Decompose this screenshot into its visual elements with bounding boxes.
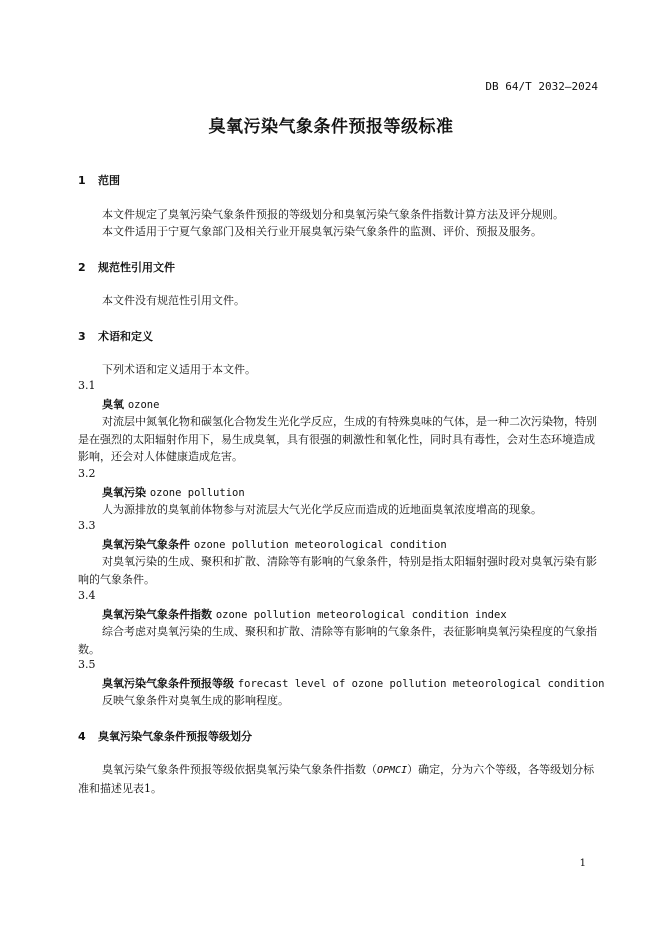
paragraph: 本文件规定了臭氧污染气象条件预报的等级划分和臭氧污染气象条件指数计算方法及评分规则。	[102, 208, 564, 221]
term-number: 3.2	[78, 467, 96, 480]
term-cn: 臭氧污染气象条件预报等级	[102, 677, 234, 690]
term-definition: 对流层中氮氧化物和碳氢化合物发生光化学反应，生成的有特殊臭味的气体，是一种二次污染物，特别是在强烈的太阳辐射作用下，易生成臭氧，具有很强的刺激性和氧化性，同时具有毒性，会对生态环境造成影响，还会对人体健康造成危害。	[78, 415, 597, 463]
document-code: DB 64/T 2032—2024	[485, 80, 598, 93]
section-title: 规范性引用文件	[98, 261, 175, 274]
term-heading	[102, 536, 447, 552]
term-cn: 臭氧污染气象条件	[102, 538, 190, 551]
term-en: ozone	[127, 399, 160, 411]
term-number: 3.4	[78, 589, 96, 602]
paragraph: 本文件适用于宁夏气象部门及相关行业开展臭氧污染气象条件的监测、评价、预报及服务。	[102, 225, 542, 238]
section-number: 3	[78, 330, 86, 343]
section-number: 4	[78, 730, 86, 743]
paragraph: 本文件没有规范性引用文件。	[102, 294, 245, 307]
section-title: 术语和定义	[98, 330, 153, 343]
paragraph-text: 臭氧污染气象条件预报等级依据臭氧污染气象条件指数（	[102, 763, 377, 776]
term-cn: 臭氧污染	[102, 486, 146, 499]
term-en: forecast level of ozone pollution meteorological condition	[237, 678, 605, 690]
paragraph	[78, 761, 600, 797]
term-cn: 臭氧污染气象条件指数	[102, 608, 212, 621]
section-3-heading	[78, 328, 153, 344]
term-definition: 对臭氧污染的生成、聚积和扩散、清除等有影响的气象条件，特别是指太阳辐射强时段对臭氧污染有影响的气象条件。	[78, 555, 597, 586]
term-cn: 臭氧	[102, 398, 124, 411]
document-title: 臭氧污染气象条件预报等级标准	[208, 117, 454, 137]
term-en: ozone pollution	[149, 487, 245, 499]
section-number: 1	[78, 174, 86, 187]
section-2-heading	[78, 259, 175, 275]
section-number: 2	[78, 261, 86, 274]
term-definition: 反映气象条件对臭氧生成的影响程度。	[102, 694, 289, 707]
index-abbreviation: OPMCI	[377, 765, 408, 776]
page-number: 1	[579, 858, 586, 869]
term-definition: 综合考虑对臭氧污染的生成、聚积和扩散、清除等有影响的气象条件，表征影响臭氧污染程度的气象指数。	[78, 625, 597, 656]
term-heading	[102, 675, 605, 691]
term-definition: 人为源排放的臭氧前体物参与对流层大气光化学反应而造成的近地面臭氧浓度增高的现象。	[102, 503, 542, 516]
section-title: 范围	[98, 174, 120, 187]
section-title: 臭氧污染气象条件预报等级划分	[98, 730, 252, 743]
term-heading	[102, 396, 159, 412]
section-1-heading	[78, 172, 120, 188]
term-en: ozone pollution meteorological condition	[193, 539, 447, 551]
term-en: ozone pollution meteorological condition index	[215, 609, 507, 621]
section-4-heading	[78, 728, 252, 744]
term-heading	[102, 484, 245, 500]
paragraph-text: ）确定，分为六个等级，各等级划分标准和描述见表1。	[78, 763, 595, 795]
term-number: 3.1	[78, 379, 96, 392]
term-number: 3.3	[78, 519, 96, 532]
term-number: 3.5	[78, 658, 96, 671]
term-heading	[102, 606, 507, 622]
paragraph: 下列术语和定义适用于本文件。	[102, 363, 256, 376]
